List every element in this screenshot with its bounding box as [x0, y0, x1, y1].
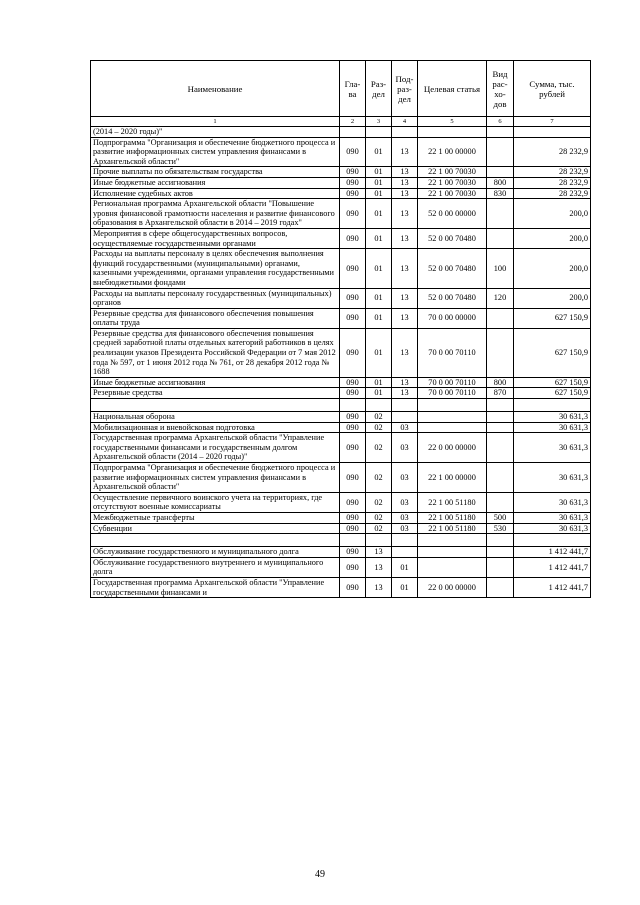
row-target-item-cell [418, 127, 487, 138]
row-target-item-cell [418, 412, 487, 423]
row-section-cell: 01 [366, 388, 392, 399]
row-subsection-cell: 13 [392, 167, 418, 178]
row-sum-cell: 1 412 441,7 [514, 557, 591, 577]
row-name-cell: Исполнение судебных актов [91, 188, 340, 199]
row-section-cell [366, 399, 392, 412]
row-name-cell: Расходы на выплаты персоналу государственных (муниципальных) органов [91, 288, 340, 308]
row-section-cell: 01 [366, 249, 392, 288]
table-row [91, 547, 591, 558]
column-number: 7 [514, 117, 591, 127]
row-sum-cell: 30 631,3 [514, 412, 591, 423]
row-chapter-cell: 090 [340, 463, 366, 493]
row-sum-cell: 30 631,3 [514, 523, 591, 534]
row-section-cell: 01 [366, 328, 392, 377]
row-subsection-cell [392, 547, 418, 558]
table-row [91, 412, 591, 423]
row-chapter-cell: 090 [340, 177, 366, 188]
row-subsection-cell [392, 412, 418, 423]
row-section-cell: 01 [366, 188, 392, 199]
column-number: 3 [366, 117, 392, 127]
row-target-item-cell: 22 1 00 00000 [418, 137, 487, 167]
row-subsection-cell: 01 [392, 577, 418, 597]
row-sum-cell: 200,0 [514, 249, 591, 288]
row-sum-cell: 200,0 [514, 199, 591, 229]
row-target-item-cell: 70 0 00 70110 [418, 377, 487, 388]
row-name-cell: Межбюджетные трансферты [91, 512, 340, 523]
row-chapter-cell: 090 [340, 512, 366, 523]
column-number: 1 [91, 117, 340, 127]
row-subsection-cell [392, 399, 418, 412]
row-subsection-cell: 03 [392, 463, 418, 493]
header-expense-type: Вид рас-хо-дов [487, 61, 514, 117]
row-subsection-cell [392, 534, 418, 547]
row-name-cell [91, 534, 340, 547]
row-chapter-cell: 090 [340, 388, 366, 399]
row-section-cell: 01 [366, 308, 392, 328]
row-target-item-cell [418, 422, 487, 433]
row-subsection-cell: 13 [392, 228, 418, 248]
row-expense-type-cell: 100 [487, 249, 514, 288]
row-expense-type-cell [487, 127, 514, 138]
table-row [91, 228, 591, 248]
row-sum-cell: 30 631,3 [514, 433, 591, 463]
row-expense-type-cell [487, 328, 514, 377]
row-expense-type-cell [487, 577, 514, 597]
column-number: 2 [340, 117, 366, 127]
table-row [91, 308, 591, 328]
table-row [91, 463, 591, 493]
header-name: Наименование [91, 61, 340, 117]
row-chapter-cell: 090 [340, 328, 366, 377]
row-chapter-cell: 090 [340, 308, 366, 328]
row-sum-cell: 28 232,9 [514, 137, 591, 167]
row-sum-cell: 30 631,3 [514, 463, 591, 493]
row-chapter-cell: 090 [340, 377, 366, 388]
row-target-item-cell: 22 1 00 70030 [418, 177, 487, 188]
row-chapter-cell: 090 [340, 167, 366, 178]
row-sum-cell [514, 399, 591, 412]
row-chapter-cell: 090 [340, 137, 366, 167]
header-chapter: Гла-ва [340, 61, 366, 117]
row-target-item-cell [418, 534, 487, 547]
header-subsection: Под-раз-дел [392, 61, 418, 117]
row-sum-cell: 1 412 441,7 [514, 547, 591, 558]
row-section-cell: 01 [366, 288, 392, 308]
row-sum-cell: 30 631,3 [514, 512, 591, 523]
row-name-cell: Резервные средства для финансового обеспечения повышения средней заработной платы отдельных категорий работников в целях реализации указов Президента Российской Федерации от 7 мая 2012 года № 597, от 1 июня 2012 года № 761, от 28 декабря 2012 года № 1688 [91, 328, 340, 377]
row-target-item-cell: 22 1 00 70030 [418, 188, 487, 199]
row-name-cell: Иные бюджетные ассигнования [91, 177, 340, 188]
table-row [91, 127, 591, 138]
column-number: 4 [392, 117, 418, 127]
row-subsection-cell: 03 [392, 523, 418, 534]
row-section-cell: 02 [366, 412, 392, 423]
row-section-cell: 01 [366, 177, 392, 188]
row-section-cell: 01 [366, 137, 392, 167]
row-subsection-cell: 03 [392, 433, 418, 463]
row-chapter-cell: 090 [340, 577, 366, 597]
row-expense-type-cell [487, 463, 514, 493]
row-target-item-cell: 22 1 00 51180 [418, 492, 487, 512]
row-expense-type-cell [487, 167, 514, 178]
table-header [91, 61, 591, 127]
row-name-cell: Расходы на выплаты персоналу в целях обеспечения выполнения функций государственными (муниципальными) органами, казенными учреждениями, органами управления государственными внебюджетными фондами [91, 249, 340, 288]
table-row [91, 288, 591, 308]
row-chapter-cell [340, 534, 366, 547]
table-row [91, 512, 591, 523]
header-target-item: Целевая статья [418, 61, 487, 117]
table-row [91, 249, 591, 288]
row-name-cell: Осуществление первичного воинского учета на территориях, где отсутствуют военные комиссариаты [91, 492, 340, 512]
row-chapter-cell [340, 127, 366, 138]
row-subsection-cell: 13 [392, 388, 418, 399]
row-section-cell: 02 [366, 433, 392, 463]
row-chapter-cell: 090 [340, 547, 366, 558]
row-target-item-cell: 52 0 00 70480 [418, 228, 487, 248]
row-subsection-cell: 13 [392, 328, 418, 377]
table-row [91, 523, 591, 534]
row-subsection-cell: 13 [392, 249, 418, 288]
row-target-item-cell: 22 1 00 51180 [418, 512, 487, 523]
row-chapter-cell: 090 [340, 228, 366, 248]
row-expense-type-cell [487, 228, 514, 248]
row-section-cell: 01 [366, 377, 392, 388]
row-name-cell: Обслуживание государственного внутреннего и муниципального долга [91, 557, 340, 577]
row-chapter-cell: 090 [340, 422, 366, 433]
row-section-cell [366, 534, 392, 547]
row-section-cell: 01 [366, 199, 392, 229]
row-sum-cell: 28 232,9 [514, 188, 591, 199]
table-row [91, 422, 591, 433]
table-row [91, 177, 591, 188]
row-name-cell: Подпрограмма "Организация и обеспечение бюджетного процесса и развитие информационных систем управления финансами в Архангельской области" [91, 137, 340, 167]
row-section-cell: 02 [366, 463, 392, 493]
row-chapter-cell: 090 [340, 523, 366, 534]
row-sum-cell: 627 150,9 [514, 328, 591, 377]
table-row [91, 492, 591, 512]
row-subsection-cell: 13 [392, 137, 418, 167]
table-row [91, 388, 591, 399]
row-expense-type-cell: 120 [487, 288, 514, 308]
row-sum-cell: 1 412 441,7 [514, 577, 591, 597]
row-chapter-cell: 090 [340, 288, 366, 308]
row-name-cell: Субвенции [91, 523, 340, 534]
budget-table [90, 60, 591, 598]
row-target-item-cell: 52 0 00 00000 [418, 199, 487, 229]
row-expense-type-cell [487, 199, 514, 229]
row-sum-cell: 627 150,9 [514, 388, 591, 399]
row-chapter-cell: 090 [340, 412, 366, 423]
row-target-item-cell [418, 547, 487, 558]
row-target-item-cell: 22 0 00 00000 [418, 433, 487, 463]
table-row [91, 167, 591, 178]
row-target-item-cell: 70 0 00 70110 [418, 328, 487, 377]
row-expense-type-cell: 800 [487, 177, 514, 188]
row-expense-type-cell: 530 [487, 523, 514, 534]
row-name-cell: Прочие выплаты по обязательствам государства [91, 167, 340, 178]
row-name-cell: Региональная программа Архангельской области "Повышение уровня финансовой грамотности населения и развитие финансового образования в Архангельской области в 2014 – 2019 годах" [91, 199, 340, 229]
row-section-cell: 13 [366, 547, 392, 558]
row-chapter-cell: 090 [340, 433, 366, 463]
row-target-item-cell [418, 557, 487, 577]
row-subsection-cell: 13 [392, 177, 418, 188]
row-section-cell: 13 [366, 577, 392, 597]
table-body [91, 127, 591, 598]
row-sum-cell: 28 232,9 [514, 167, 591, 178]
header-sum: Сумма, тыс. рублей [514, 61, 591, 117]
row-sum-cell: 200,0 [514, 288, 591, 308]
row-chapter-cell: 090 [340, 557, 366, 577]
row-target-item-cell [418, 399, 487, 412]
row-subsection-cell [392, 127, 418, 138]
row-expense-type-cell [487, 412, 514, 423]
column-number: 6 [487, 117, 514, 127]
row-chapter-cell: 090 [340, 249, 366, 288]
table-row [91, 557, 591, 577]
row-subsection-cell: 03 [392, 492, 418, 512]
row-target-item-cell: 52 0 00 70480 [418, 249, 487, 288]
row-target-item-cell: 22 1 00 51180 [418, 523, 487, 534]
row-target-item-cell: 22 1 00 00000 [418, 463, 487, 493]
row-sum-cell: 627 150,9 [514, 377, 591, 388]
row-section-cell: 02 [366, 492, 392, 512]
row-expense-type-cell [487, 557, 514, 577]
row-name-cell: Обслуживание государственного и муниципального долга [91, 547, 340, 558]
row-name-cell: Подпрограмма "Организация и обеспечение бюджетного процесса и развитие информационных систем управления финансами в Архангельской области" [91, 463, 340, 493]
table-row [91, 377, 591, 388]
table-row [91, 433, 591, 463]
row-expense-type-cell [487, 422, 514, 433]
row-name-cell: Национальная оборона [91, 412, 340, 423]
row-chapter-cell: 090 [340, 188, 366, 199]
row-section-cell: 02 [366, 422, 392, 433]
table-row [91, 577, 591, 597]
table-row [91, 137, 591, 167]
row-sum-cell: 30 631,3 [514, 492, 591, 512]
row-expense-type-cell [487, 492, 514, 512]
row-name-cell [91, 399, 340, 412]
row-expense-type-cell: 830 [487, 188, 514, 199]
row-target-item-cell: 22 1 00 70030 [418, 167, 487, 178]
row-expense-type-cell: 800 [487, 377, 514, 388]
column-number-row [91, 117, 591, 127]
row-subsection-cell: 13 [392, 377, 418, 388]
column-number: 5 [418, 117, 487, 127]
row-sum-cell: 28 232,9 [514, 177, 591, 188]
row-chapter-cell: 090 [340, 492, 366, 512]
row-target-item-cell: 70 0 00 00000 [418, 308, 487, 328]
row-name-cell: Мобилизационная и вневойсковая подготовка [91, 422, 340, 433]
row-subsection-cell: 13 [392, 199, 418, 229]
row-section-cell: 13 [366, 557, 392, 577]
row-subsection-cell: 03 [392, 422, 418, 433]
row-expense-type-cell: 870 [487, 388, 514, 399]
row-name-cell: Мероприятия в сфере общегосударственных вопросов, осуществляемые государственными органами [91, 228, 340, 248]
row-section-cell: 02 [366, 523, 392, 534]
row-sum-cell [514, 534, 591, 547]
row-name-cell: (2014 – 2020 годы)" [91, 127, 340, 138]
row-expense-type-cell [487, 308, 514, 328]
row-chapter-cell [340, 399, 366, 412]
row-sum-cell [514, 127, 591, 138]
row-expense-type-cell: 500 [487, 512, 514, 523]
row-subsection-cell: 13 [392, 188, 418, 199]
table-row [91, 199, 591, 229]
row-expense-type-cell [487, 547, 514, 558]
row-target-item-cell: 52 0 00 70480 [418, 288, 487, 308]
row-target-item-cell: 22 0 00 00000 [418, 577, 487, 597]
row-subsection-cell: 03 [392, 512, 418, 523]
row-expense-type-cell [487, 534, 514, 547]
table-row [91, 328, 591, 377]
row-name-cell: Государственная программа Архангельской области "Управление государственными финансами и государственным долгом Архангельской области (2014 – 2020 годы)" [91, 433, 340, 463]
table-row [91, 399, 591, 412]
row-subsection-cell: 13 [392, 308, 418, 328]
row-chapter-cell: 090 [340, 199, 366, 229]
row-name-cell: Резервные средства [91, 388, 340, 399]
row-section-cell: 02 [366, 512, 392, 523]
table-row [91, 534, 591, 547]
row-expense-type-cell [487, 433, 514, 463]
row-name-cell: Резервные средства для финансового обеспечения повышения оплаты труда [91, 308, 340, 328]
row-target-item-cell: 70 0 00 70110 [418, 388, 487, 399]
row-expense-type-cell [487, 137, 514, 167]
row-subsection-cell: 01 [392, 557, 418, 577]
row-sum-cell: 627 150,9 [514, 308, 591, 328]
row-subsection-cell: 13 [392, 288, 418, 308]
row-section-cell: 01 [366, 228, 392, 248]
row-sum-cell: 200,0 [514, 228, 591, 248]
row-sum-cell: 30 631,3 [514, 422, 591, 433]
page-number: 49 [315, 869, 325, 880]
header-section: Раз-дел [366, 61, 392, 117]
table-row [91, 188, 591, 199]
row-name-cell: Государственная программа Архангельской области "Управление государственными финансами и [91, 577, 340, 597]
row-name-cell: Иные бюджетные ассигнования [91, 377, 340, 388]
row-section-cell: 01 [366, 167, 392, 178]
row-expense-type-cell [487, 399, 514, 412]
row-section-cell [366, 127, 392, 138]
